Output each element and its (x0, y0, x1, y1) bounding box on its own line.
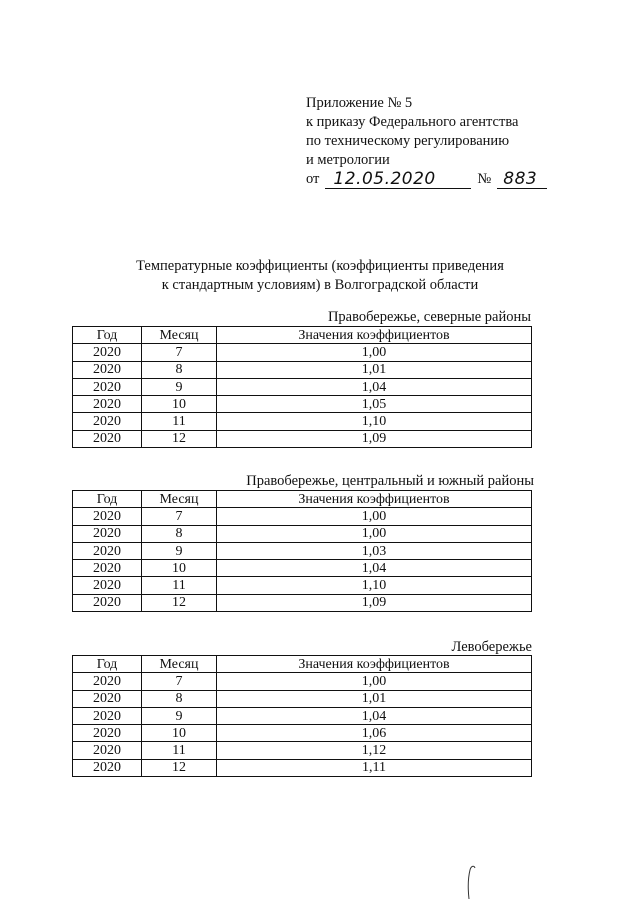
table-header-row (73, 656, 532, 673)
value-cell: 1,00 (217, 508, 532, 525)
column-header-value: Значения коэффициентов (217, 656, 532, 673)
order-number: 883 (497, 170, 547, 189)
month-cell: 12 (142, 759, 217, 776)
value-cell: 1,10 (217, 413, 532, 430)
month-cell: 8 (142, 361, 217, 378)
year-cell: 2020 (73, 413, 142, 430)
value-cell: 1,10 (217, 577, 532, 594)
value-cell: 1,00 (217, 673, 532, 690)
order-date: 12.05.2020 (325, 170, 471, 189)
number-prefix: № (477, 171, 492, 187)
appendix-number: Приложение № 5 (306, 95, 413, 111)
table-row (73, 594, 532, 611)
year-cell: 2020 (73, 508, 142, 525)
appendix-header (306, 94, 566, 189)
order-reference: к приказу Федерального агентства (306, 114, 519, 130)
month-cell: 7 (142, 673, 217, 690)
month-cell: 11 (142, 413, 217, 430)
order-reference-line2: по техническому регулированию (306, 133, 510, 149)
month-cell: 7 (142, 508, 217, 525)
value-cell: 1,04 (217, 560, 532, 577)
title-line-1: Температурные коэффициенты (коэффициенты приведения (136, 258, 504, 274)
year-cell: 2020 (73, 673, 142, 690)
value-cell: 1,03 (217, 542, 532, 559)
table-row (73, 560, 532, 577)
region-caption-central-south: Правобережье, центральный и южный районы (246, 473, 534, 489)
table-row (73, 413, 532, 430)
month-cell: 9 (142, 707, 217, 724)
value-cell: 1,04 (217, 707, 532, 724)
month-cell: 9 (142, 378, 217, 395)
table-row (73, 396, 532, 413)
signature-mark-icon (466, 864, 480, 900)
table-row (73, 508, 532, 525)
value-cell: 1,00 (217, 525, 532, 542)
column-header-year: Год (73, 327, 142, 344)
month-cell: 11 (142, 742, 217, 759)
value-cell: 1,09 (217, 594, 532, 611)
table-row (73, 707, 532, 724)
month-cell: 12 (142, 594, 217, 611)
table-row (73, 577, 532, 594)
order-reference-line3: и метрологии (306, 152, 390, 168)
value-cell: 1,09 (217, 430, 532, 447)
year-cell: 2020 (73, 344, 142, 361)
value-cell: 1,05 (217, 396, 532, 413)
year-cell: 2020 (73, 378, 142, 395)
coefficients-table-north (72, 326, 532, 448)
month-cell: 12 (142, 430, 217, 447)
year-cell: 2020 (73, 361, 142, 378)
year-cell: 2020 (73, 542, 142, 559)
year-cell: 2020 (73, 577, 142, 594)
month-cell: 7 (142, 344, 217, 361)
coefficients-table-central-south (72, 490, 532, 612)
year-cell: 2020 (73, 430, 142, 447)
title-line-2: к стандартным условиям) в Волгоградской области (161, 277, 479, 293)
year-cell: 2020 (73, 742, 142, 759)
table-row (73, 430, 532, 447)
value-cell: 1,06 (217, 725, 532, 742)
document-title (100, 257, 540, 295)
month-cell: 9 (142, 542, 217, 559)
table-row (73, 525, 532, 542)
column-header-value: Значения коэффициентов (217, 327, 532, 344)
month-cell: 11 (142, 577, 217, 594)
year-cell: 2020 (73, 759, 142, 776)
region-caption-north: Правобережье, северные районы (327, 309, 531, 325)
year-cell: 2020 (73, 560, 142, 577)
value-cell: 1,00 (217, 344, 532, 361)
column-header-year: Год (73, 491, 142, 508)
table-row (73, 344, 532, 361)
month-cell: 8 (142, 690, 217, 707)
column-header-month: Месяц (142, 327, 217, 344)
value-cell: 1,04 (217, 378, 532, 395)
month-cell: 10 (142, 396, 217, 413)
coefficients-table-left-bank (72, 655, 532, 777)
column-header-year: Год (73, 656, 142, 673)
year-cell: 2020 (73, 707, 142, 724)
table-header-row (73, 327, 532, 344)
value-cell: 1,01 (217, 690, 532, 707)
year-cell: 2020 (73, 725, 142, 742)
year-cell: 2020 (73, 396, 142, 413)
month-cell: 10 (142, 725, 217, 742)
table-row (73, 542, 532, 559)
year-cell: 2020 (73, 690, 142, 707)
order-date-line (306, 170, 566, 189)
value-cell: 1,11 (217, 759, 532, 776)
column-header-month: Месяц (142, 656, 217, 673)
column-header-value: Значения коэффициентов (217, 491, 532, 508)
year-cell: 2020 (73, 525, 142, 542)
month-cell: 8 (142, 525, 217, 542)
region-caption-left-bank: Левобережье (451, 639, 532, 655)
date-prefix: от (306, 171, 320, 187)
table-row (73, 742, 532, 759)
table-header-row (73, 491, 532, 508)
month-cell: 10 (142, 560, 217, 577)
table-row (73, 361, 532, 378)
table-row (73, 378, 532, 395)
table-row (73, 673, 532, 690)
table-row (73, 759, 532, 776)
table-row (73, 690, 532, 707)
value-cell: 1,12 (217, 742, 532, 759)
year-cell: 2020 (73, 594, 142, 611)
value-cell: 1,01 (217, 361, 532, 378)
column-header-month: Месяц (142, 491, 217, 508)
table-row (73, 725, 532, 742)
